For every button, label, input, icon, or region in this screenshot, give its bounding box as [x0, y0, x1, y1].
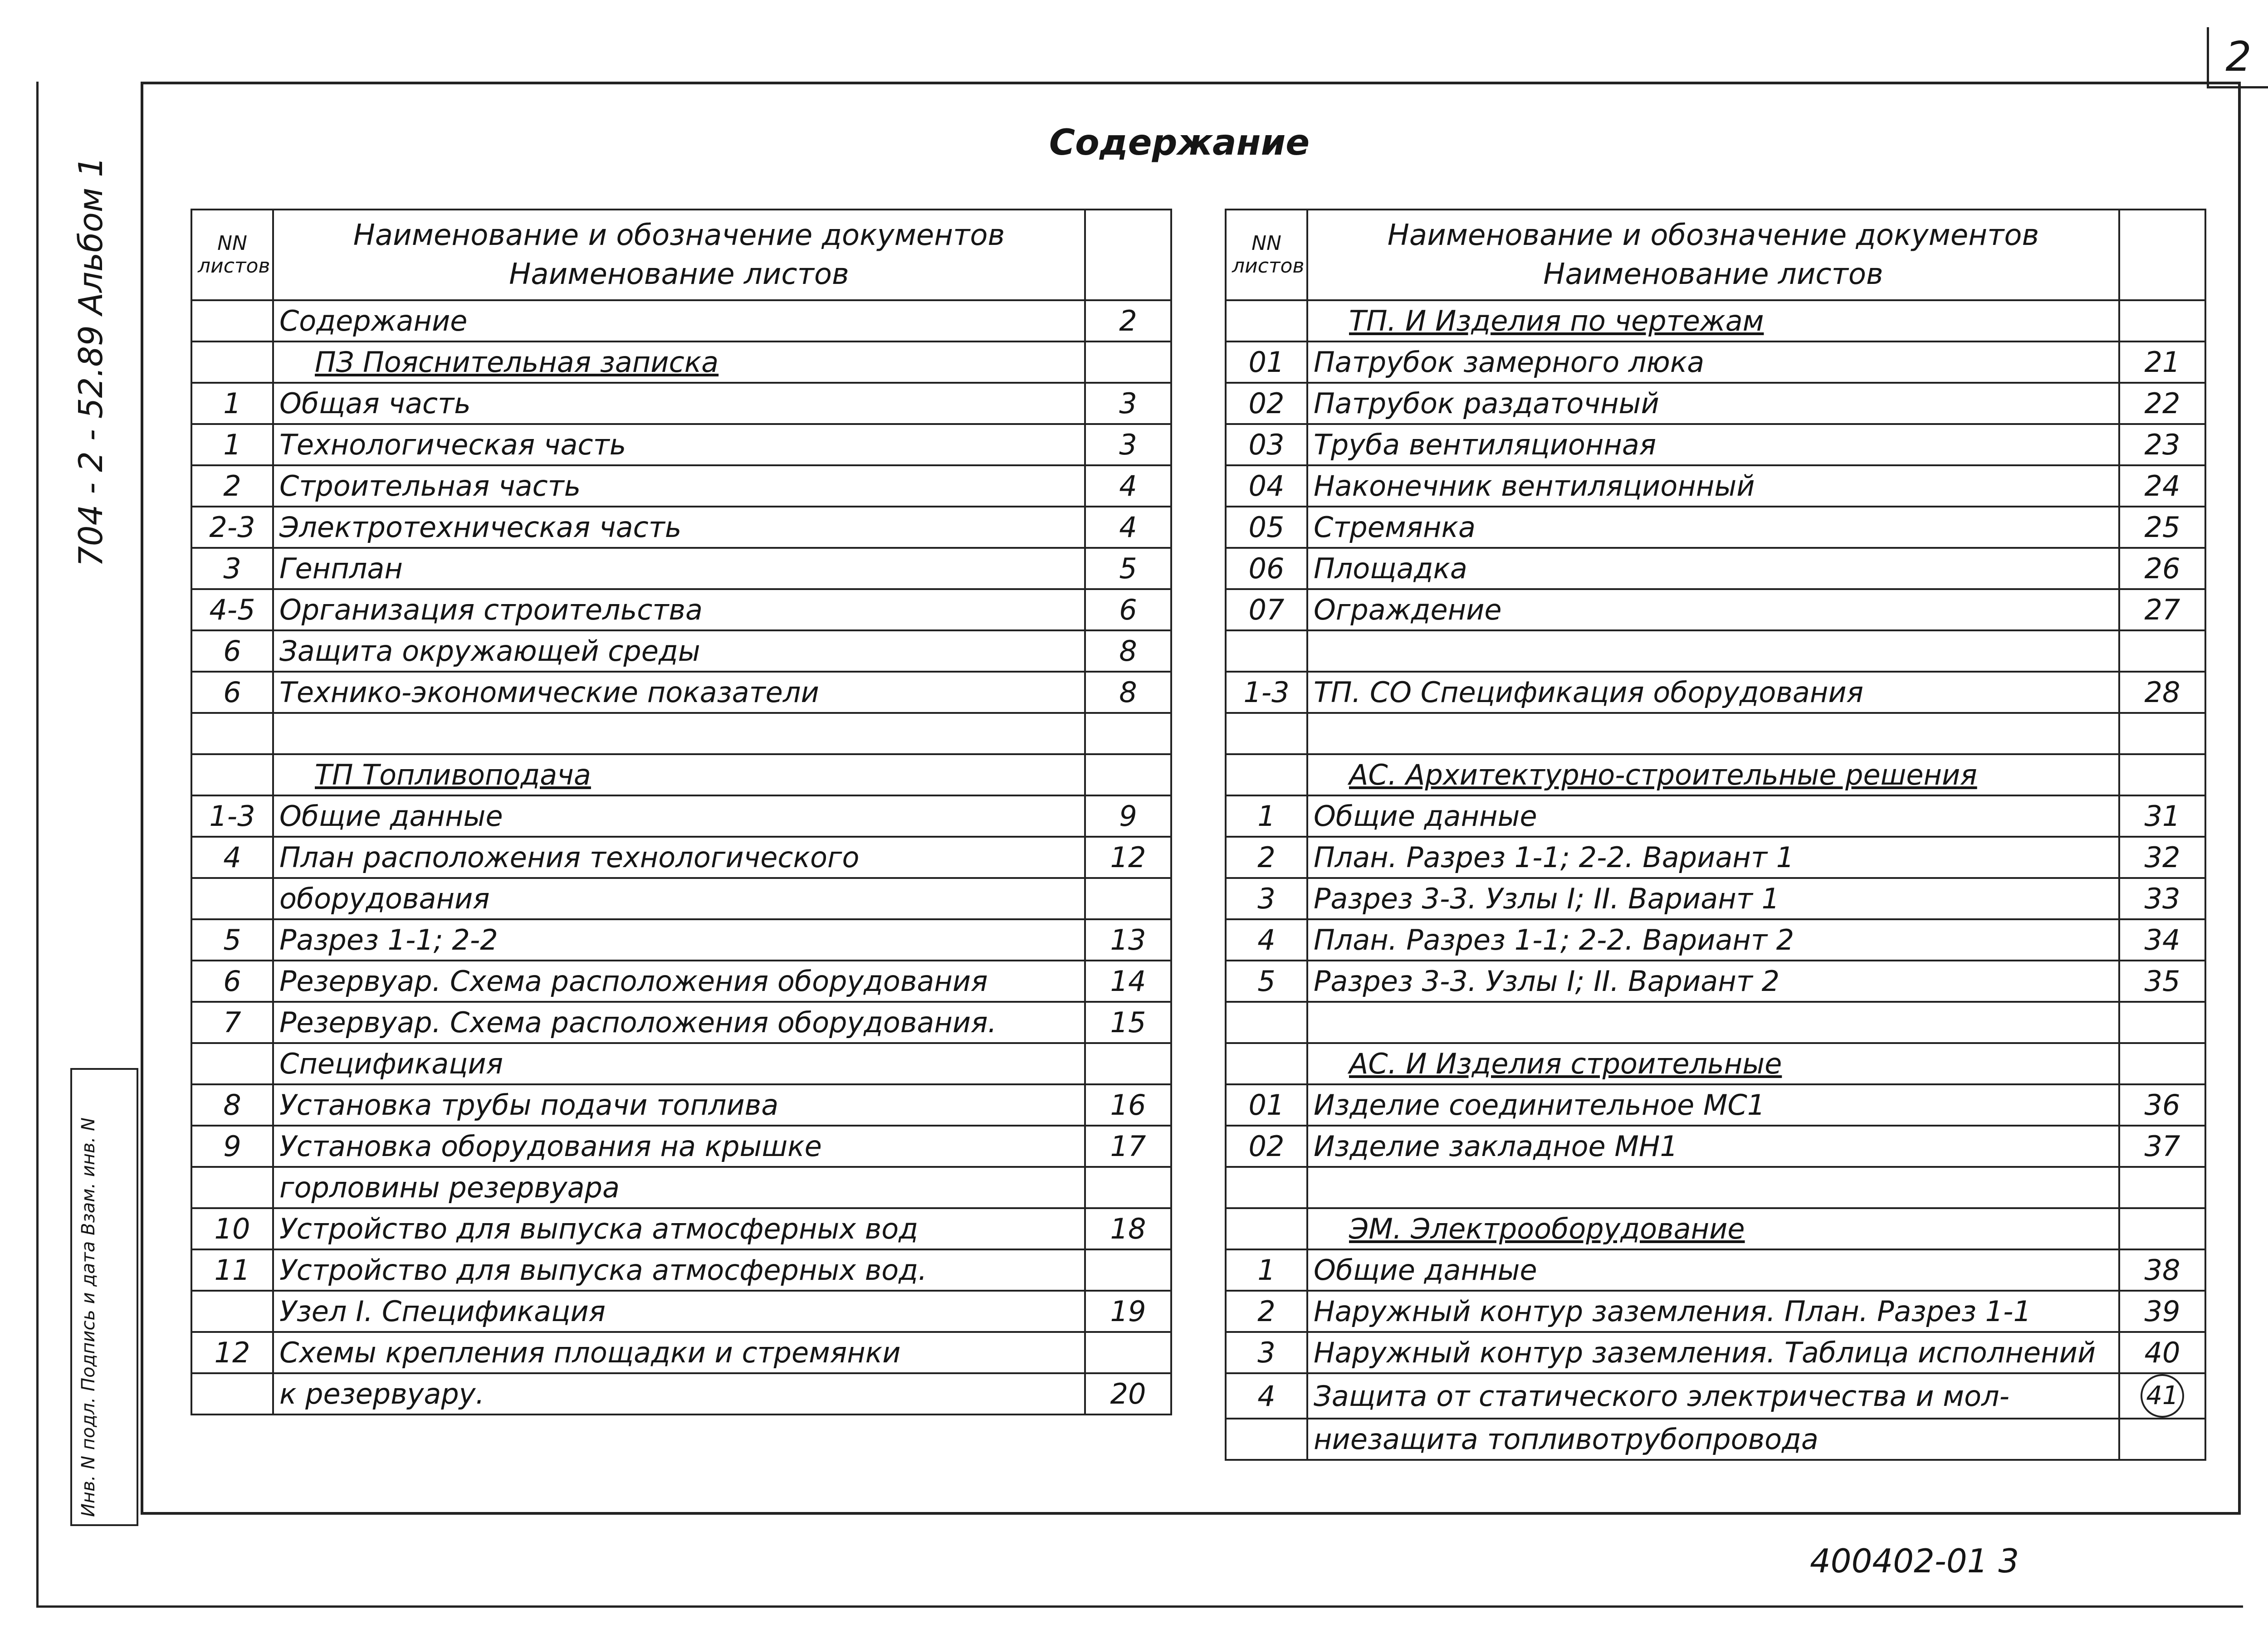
- row-document-name: [273, 630, 1085, 672]
- row-document-name: [273, 507, 1085, 548]
- row-name-text: Труба вентиляционная: [1314, 428, 1657, 461]
- row-document-name: [273, 1126, 1085, 1167]
- table-row: [191, 548, 1171, 589]
- row-page-number: [2119, 1419, 2205, 1460]
- row-sheet-number: 2: [1226, 837, 1307, 878]
- row-name-text: оборудования: [279, 882, 490, 915]
- row-document-name: [273, 1249, 1085, 1291]
- table-header-row: [191, 210, 1171, 300]
- row-page-number: [1085, 878, 1171, 919]
- row-page-number: 38: [2119, 1249, 2205, 1291]
- row-page-number: 28: [2119, 672, 2205, 713]
- table-row: [191, 630, 1171, 672]
- row-name-text: Общие данные: [279, 800, 503, 833]
- row-page-number: [2119, 630, 2205, 672]
- row-name-text: Защита от статического электричества и мол-: [1314, 1379, 2010, 1413]
- row-document-name: [273, 1332, 1085, 1373]
- row-document-name: [1307, 1373, 2119, 1419]
- table-row: [1226, 1043, 2205, 1084]
- row-document-name: [273, 1002, 1085, 1043]
- row-sheet-number: 7: [191, 1002, 273, 1043]
- row-page-number: 39: [2119, 1291, 2205, 1332]
- row-sheet-number: 3: [1226, 1332, 1307, 1373]
- row-sheet-number: 1: [1226, 795, 1307, 837]
- section-heading: [1307, 1043, 2119, 1084]
- contents-left-body: [191, 300, 1171, 1415]
- row-document-name: [273, 919, 1085, 961]
- table-row: [191, 1249, 1171, 1291]
- contents-right-body: [1226, 300, 2205, 1460]
- table-row: [1226, 300, 2205, 341]
- table-row: [191, 754, 1171, 795]
- section-heading: [1307, 300, 2119, 341]
- row-sheet-number: [1226, 1167, 1307, 1208]
- row-name-text: Ограждение: [1314, 593, 1502, 626]
- table-row: [191, 341, 1171, 383]
- row-document-name: [1307, 1002, 2119, 1043]
- row-page-number: 8: [1085, 630, 1171, 672]
- table-row: [1226, 424, 2205, 465]
- row-page-number: 26: [2119, 548, 2205, 589]
- row-name-text: ПЗ Пояснительная записка: [315, 346, 719, 379]
- row-page-number: [1085, 1167, 1171, 1208]
- row-sheet-number: [1226, 713, 1307, 754]
- row-page-number: 3: [1085, 383, 1171, 424]
- row-name-text: Установка трубы подачи топлива: [279, 1088, 779, 1122]
- row-name-text: Схемы крепления площадки и стремянки: [279, 1336, 901, 1369]
- row-sheet-number: 5: [191, 919, 273, 961]
- row-sheet-number: 03: [1226, 424, 1307, 465]
- row-document-name: [1307, 548, 2119, 589]
- row-sheet-number: [191, 754, 273, 795]
- row-document-name: [1307, 507, 2119, 548]
- row-page-number: [1085, 1249, 1171, 1291]
- row-document-name: [273, 1043, 1085, 1084]
- row-sheet-number: [191, 1373, 273, 1415]
- row-page-number: 37: [2119, 1126, 2205, 1167]
- table-row: [191, 383, 1171, 424]
- row-name-text: АС. Архитектурно-строительные решения: [1349, 758, 1977, 791]
- row-page-number: 22: [2119, 383, 2205, 424]
- table-row: [191, 1208, 1171, 1249]
- row-page-number: [1085, 713, 1171, 754]
- row-document-name: [273, 589, 1085, 630]
- row-sheet-number: 4: [191, 837, 273, 878]
- row-sheet-number: 9: [191, 1126, 273, 1167]
- row-page-number: 12: [1085, 837, 1171, 878]
- section-heading: [273, 341, 1085, 383]
- row-document-name: [1307, 1249, 2119, 1291]
- row-sheet-number: [191, 341, 273, 383]
- row-sheet-number: [191, 878, 273, 919]
- row-name-text: Резервуар. Схема расположения оборудования.: [279, 1006, 997, 1039]
- row-document-name: [273, 465, 1085, 507]
- row-name-text: ЭМ. Электрооборудование: [1349, 1212, 1745, 1245]
- circled-page-number: 41: [2141, 1374, 2184, 1418]
- header-name-line2: Наименование листов: [509, 258, 849, 291]
- row-document-name: [273, 1208, 1085, 1249]
- row-page-number: 15: [1085, 1002, 1171, 1043]
- row-page-number: [2119, 1002, 2205, 1043]
- row-name-text: Изделие соединительное МС1: [1314, 1088, 1765, 1122]
- row-page-number: 21: [2119, 341, 2205, 383]
- row-page-number: [2119, 1373, 2205, 1419]
- header-name-line1: Наименование и обозначение документов: [353, 219, 1005, 252]
- row-page-number: 36: [2119, 1084, 2205, 1126]
- row-page-number: [2119, 1167, 2205, 1208]
- row-name-text: к резервуару.: [279, 1377, 485, 1410]
- table-row: [191, 919, 1171, 961]
- row-name-text: Организация строительства: [279, 593, 703, 626]
- row-sheet-number: 4: [1226, 1373, 1307, 1419]
- row-page-number: 18: [1085, 1208, 1171, 1249]
- row-sheet-number: 1: [191, 383, 273, 424]
- row-document-name: [1307, 341, 2119, 383]
- row-page-number: 6: [1085, 589, 1171, 630]
- row-document-name: [1307, 837, 2119, 878]
- table-row: [191, 300, 1171, 341]
- row-document-name: [1307, 383, 2119, 424]
- row-name-text: Устройство для выпуска атмосферных вод.: [279, 1254, 927, 1287]
- row-sheet-number: 10: [191, 1208, 273, 1249]
- table-row: [1226, 795, 2205, 837]
- table-row: [1226, 1419, 2205, 1460]
- row-name-text: Узел I. Спецификация: [279, 1295, 606, 1328]
- table-row: [1226, 1291, 2205, 1332]
- row-sheet-number: 11: [191, 1249, 273, 1291]
- table-row: [191, 424, 1171, 465]
- row-name-text: Технологическая часть: [279, 428, 626, 461]
- row-document-name: [273, 383, 1085, 424]
- row-sheet-number: 01: [1226, 341, 1307, 383]
- row-document-name: [1307, 424, 2119, 465]
- table-row: [1226, 1002, 2205, 1043]
- table-row: [1226, 1126, 2205, 1167]
- row-name-text: ТП. СО Спецификация оборудования: [1314, 676, 1864, 709]
- row-document-name: [273, 795, 1085, 837]
- row-page-number: [2119, 1208, 2205, 1249]
- row-document-name: [273, 961, 1085, 1002]
- row-document-name: [273, 837, 1085, 878]
- row-name-text: Патрубок раздаточный: [1314, 387, 1659, 420]
- row-page-number: 32: [2119, 837, 2205, 878]
- row-document-name: [1307, 1419, 2119, 1460]
- row-page-number: 9: [1085, 795, 1171, 837]
- row-name-text: Электротехническая часть: [279, 511, 682, 544]
- table-row: [191, 1043, 1171, 1084]
- table-row: [191, 795, 1171, 837]
- row-name-text: Стремянка: [1314, 511, 1476, 544]
- row-sheet-number: 2-3: [191, 507, 273, 548]
- row-document-name: [1307, 589, 2119, 630]
- row-page-number: [1085, 754, 1171, 795]
- row-page-number: [2119, 300, 2205, 341]
- table-row: [1226, 1332, 2205, 1373]
- table-row: [1226, 1167, 2205, 1208]
- row-sheet-number: 6: [191, 672, 273, 713]
- header-page: [1085, 210, 1171, 300]
- contents-table-right: [1225, 209, 2206, 1461]
- row-sheet-number: 05: [1226, 507, 1307, 548]
- row-name-text: Установка оборудования на крышке: [279, 1130, 822, 1163]
- row-name-text: Устройство для выпуска атмосферных вод: [279, 1212, 919, 1245]
- row-document-name: [273, 1291, 1085, 1332]
- row-sheet-number: [191, 713, 273, 754]
- row-document-name: [1307, 672, 2119, 713]
- row-sheet-number: 3: [1226, 878, 1307, 919]
- row-name-text: План расположения технологического: [279, 841, 860, 874]
- table-row: [1226, 465, 2205, 507]
- table-row: [191, 507, 1171, 548]
- row-name-text: Общая часть: [279, 387, 471, 420]
- row-document-name: [1307, 961, 2119, 1002]
- row-sheet-number: [191, 1043, 273, 1084]
- row-document-name: [273, 1373, 1085, 1415]
- row-sheet-number: 1-3: [1226, 672, 1307, 713]
- table-row: [1226, 1084, 2205, 1126]
- row-page-number: 4: [1085, 465, 1171, 507]
- header-name-line2: Наименование листов: [1543, 258, 1883, 291]
- row-sheet-number: [1226, 1043, 1307, 1084]
- row-page-number: [1085, 1043, 1171, 1084]
- row-page-number: 35: [2119, 961, 2205, 1002]
- row-page-number: 23: [2119, 424, 2205, 465]
- row-page-number: 17: [1085, 1126, 1171, 1167]
- row-document-name: [1307, 630, 2119, 672]
- row-sheet-number: 2: [191, 465, 273, 507]
- row-sheet-number: 4-5: [191, 589, 273, 630]
- row-document-name: [273, 672, 1085, 713]
- sheet-number: 2: [2207, 27, 2268, 88]
- row-document-name: [1307, 1126, 2119, 1167]
- row-name-text: ТП. И Изделия по чертежам: [1349, 304, 1764, 337]
- row-page-number: 3: [1085, 424, 1171, 465]
- row-sheet-number: 01: [1226, 1084, 1307, 1126]
- row-name-text: Разрез 1-1; 2-2: [279, 923, 498, 956]
- row-document-name: [273, 548, 1085, 589]
- header-document-names: [1307, 210, 2119, 300]
- row-page-number: 33: [2119, 878, 2205, 919]
- table-row: [1226, 837, 2205, 878]
- document-code: 400402-01 3: [1810, 1542, 2019, 1580]
- table-row: [191, 672, 1171, 713]
- table-row: [1226, 919, 2205, 961]
- header-sheet-numbers: NN листов: [191, 210, 273, 300]
- table-row: [1226, 878, 2205, 919]
- row-page-number: 2: [1085, 300, 1171, 341]
- row-name-text: Патрубок замерного люка: [1314, 346, 1705, 379]
- row-name-text: Строительная часть: [279, 469, 581, 502]
- row-name-text: Площадка: [1314, 552, 1467, 585]
- row-sheet-number: [191, 300, 273, 341]
- table-row: [1226, 961, 2205, 1002]
- row-page-number: 8: [1085, 672, 1171, 713]
- row-document-name: [273, 1167, 1085, 1208]
- row-sheet-number: 1: [1226, 1249, 1307, 1291]
- table-row: [1226, 548, 2205, 589]
- row-document-name: [273, 1084, 1085, 1126]
- table-row: [191, 1291, 1171, 1332]
- table-row: [191, 713, 1171, 754]
- row-name-text: АС. И Изделия строительные: [1349, 1047, 1782, 1080]
- table-row: [191, 1084, 1171, 1126]
- header-sheet-numbers: NN листов: [1226, 210, 1307, 300]
- row-name-text: План. Разрез 1-1; 2-2. Вариант 1: [1314, 841, 1794, 874]
- row-name-text: Разрез 3-3. Узлы I; II. Вариант 1: [1314, 882, 1780, 915]
- row-name-text: Общие данные: [1314, 1254, 1537, 1287]
- row-document-name: [1307, 919, 2119, 961]
- table-row: [1226, 1249, 2205, 1291]
- row-page-number: 24: [2119, 465, 2205, 507]
- page-title: Содержание: [1049, 122, 1310, 163]
- row-page-number: 40: [2119, 1332, 2205, 1373]
- row-name-text: Резервуар. Схема расположения оборудования: [279, 965, 988, 998]
- row-sheet-number: 3: [191, 548, 273, 589]
- row-name-text: Наконечник вентиляционный: [1314, 469, 1755, 502]
- row-document-name: [273, 878, 1085, 919]
- row-sheet-number: 02: [1226, 383, 1307, 424]
- table-row: [191, 1373, 1171, 1415]
- row-sheet-number: 8: [191, 1084, 273, 1126]
- row-sheet-number: 6: [191, 630, 273, 672]
- section-heading: [273, 754, 1085, 795]
- table-row: [191, 1002, 1171, 1043]
- row-name-text: Разрез 3-3. Узлы I; II. Вариант 2: [1314, 965, 1780, 998]
- table-row: [191, 1332, 1171, 1373]
- table-row: [1226, 589, 2205, 630]
- table-row: [1226, 1373, 2205, 1419]
- table-row: [1226, 754, 2205, 795]
- row-sheet-number: 06: [1226, 548, 1307, 589]
- table-row: [191, 1167, 1171, 1208]
- row-page-number: [2119, 1043, 2205, 1084]
- table-row: [1226, 630, 2205, 672]
- row-sheet-number: 5: [1226, 961, 1307, 1002]
- row-name-text: Изделие закладное МН1: [1314, 1130, 1678, 1163]
- row-page-number: 5: [1085, 548, 1171, 589]
- row-document-name: [1307, 878, 2119, 919]
- header-document-names: [273, 210, 1085, 300]
- row-name-text: План. Разрез 1-1; 2-2. Вариант 2: [1314, 923, 1794, 956]
- row-sheet-number: 4: [1226, 919, 1307, 961]
- row-sheet-number: [1226, 1208, 1307, 1249]
- section-heading: [1307, 754, 2119, 795]
- table-row: [1226, 341, 2205, 383]
- table-row: [191, 878, 1171, 919]
- table-row: [191, 1126, 1171, 1167]
- row-sheet-number: [1226, 1002, 1307, 1043]
- row-document-name: [1307, 1084, 2119, 1126]
- table-row: [1226, 713, 2205, 754]
- row-name-text: Спецификация: [279, 1047, 503, 1080]
- row-page-number: [1085, 341, 1171, 383]
- row-name-text: Защита окружающей среды: [279, 634, 700, 668]
- album-label: 704 - 2 - 52.89 Альбом 1: [72, 156, 110, 567]
- contents-table-left: [191, 209, 1172, 1415]
- table-row: [1226, 383, 2205, 424]
- row-sheet-number: [1226, 754, 1307, 795]
- row-sheet-number: [191, 1167, 273, 1208]
- row-document-name: [1307, 1291, 2119, 1332]
- header-page: [2119, 210, 2205, 300]
- row-sheet-number: 07: [1226, 589, 1307, 630]
- row-page-number: 34: [2119, 919, 2205, 961]
- row-page-number: 16: [1085, 1084, 1171, 1126]
- row-sheet-number: [1226, 1419, 1307, 1460]
- table-row: [191, 961, 1171, 1002]
- table-header-row: [1226, 210, 2205, 300]
- row-document-name: [1307, 795, 2119, 837]
- row-name-text: Общие данные: [1314, 800, 1537, 833]
- row-document-name: [273, 713, 1085, 754]
- row-document-name: [1307, 1332, 2119, 1373]
- row-sheet-number: 6: [191, 961, 273, 1002]
- row-page-number: [2119, 713, 2205, 754]
- row-sheet-number: 2: [1226, 1291, 1307, 1332]
- row-name-text: Наружный контур заземления. План. Разрез 1-1: [1314, 1295, 2031, 1328]
- approval-stamp-text: Инв. N подл. Подпись и дата Взам. инв. N: [78, 1117, 99, 1517]
- table-row: [191, 465, 1171, 507]
- row-sheet-number: 02: [1226, 1126, 1307, 1167]
- row-page-number: 31: [2119, 795, 2205, 837]
- row-document-name: [273, 300, 1085, 341]
- row-document-name: [273, 424, 1085, 465]
- row-page-number: [1085, 1332, 1171, 1373]
- table-row: [1226, 672, 2205, 713]
- row-document-name: [1307, 465, 2119, 507]
- row-sheet-number: [1226, 300, 1307, 341]
- row-name-text: Генплан: [279, 552, 403, 585]
- row-sheet-number: [191, 1291, 273, 1332]
- table-row: [191, 589, 1171, 630]
- row-name-text: горловины резервуара: [279, 1171, 620, 1204]
- row-sheet-number: 04: [1226, 465, 1307, 507]
- row-name-text: Содержание: [279, 304, 468, 337]
- row-page-number: 25: [2119, 507, 2205, 548]
- row-document-name: [1307, 713, 2119, 754]
- row-name-text: Наружный контур заземления. Таблица исполнений: [1314, 1336, 2096, 1369]
- row-page-number: 19: [1085, 1291, 1171, 1332]
- row-name-text: Технико-экономические показатели: [279, 676, 819, 709]
- row-sheet-number: 12: [191, 1332, 273, 1373]
- row-sheet-number: 1-3: [191, 795, 273, 837]
- row-name-text: ниезащита топливотрубопровода: [1314, 1423, 1818, 1456]
- row-name-text: ТП Топливоподача: [315, 758, 591, 791]
- table-row: [1226, 1208, 2205, 1249]
- table-row: [191, 837, 1171, 878]
- table-row: [1226, 507, 2205, 548]
- row-document-name: [1307, 1167, 2119, 1208]
- row-page-number: [2119, 754, 2205, 795]
- row-sheet-number: [1226, 630, 1307, 672]
- row-page-number: 27: [2119, 589, 2205, 630]
- row-page-number: 20: [1085, 1373, 1171, 1415]
- header-name-line1: Наименование и обозначение документов: [1387, 219, 2039, 252]
- row-sheet-number: 1: [191, 424, 273, 465]
- row-page-number: 4: [1085, 507, 1171, 548]
- row-page-number: 13: [1085, 919, 1171, 961]
- section-heading: [1307, 1208, 2119, 1249]
- row-page-number: 14: [1085, 961, 1171, 1002]
